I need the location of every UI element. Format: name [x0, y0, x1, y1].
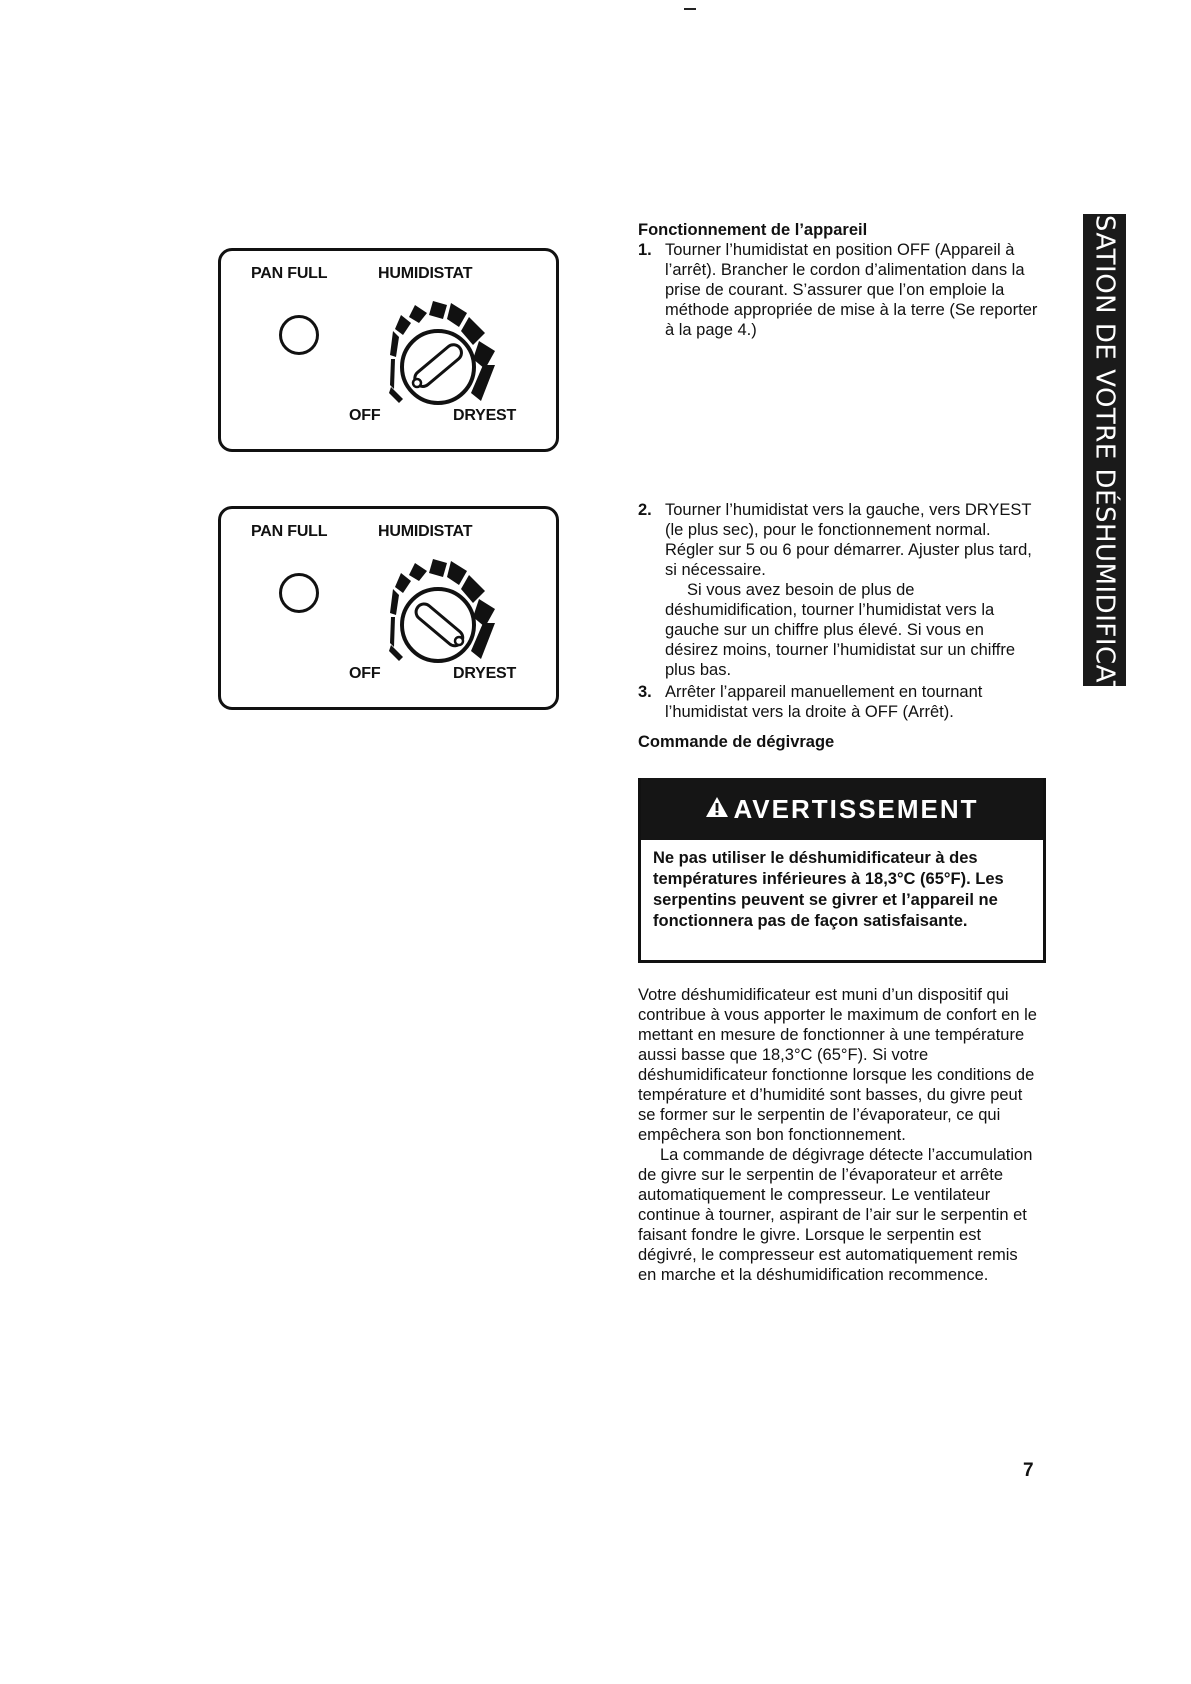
warning-text: Ne pas utiliser le déshumidificateur à des températures inférieures à 18,3°C (65°F). Les serpentins peuvent se givrer et l’appareil ne fonctionnera pas de façon satisfaisante. [653, 849, 1004, 930]
defrost-paragraph-2: La commande de dégivrage détecte l’accumulation de givre sur le serpentin de l’évaporateur et arrête automatiquement le compresseur. Le ventilateur continue à tourner, aspirant de l’air sur le serpentin et faisant fondre le givre. Lorsque le serpentin est dégivré, le compresseur est automatiquement remis en marche et la déshumidification recommence. [638, 1146, 1033, 1284]
step-number: 1. [638, 241, 652, 259]
step-number: 2. [638, 501, 652, 519]
defrost-heading: Commande de dégivrage [638, 733, 835, 751]
step-text: Tourner l’humidistat vers la gauche, vers DRYEST (le plus sec), pour le fonctionnement normal. Régler sur 5 ou 6 pour démarrer. Ajuster plus tard, si nécessaire. [665, 501, 1032, 579]
step-text-continued: Si vous avez besoin de plus de déshumidification, tourner l’humidistat vers la gauche sur un chiffre plus élevé. Si vous en désirez moins, tourner l’humidistat sur un chiffre plus bas. [665, 581, 1016, 679]
pan-full-label: PAN FULL [251, 523, 328, 540]
side-tab-label: UTILISATION DE VOTRE DÉSHUMIDIFICATEUR [1089, 147, 1120, 753]
humidistat-dial[interactable] [363, 291, 503, 421]
step-3 [638, 682, 1038, 722]
humidistat-label: HUMIDISTAT [378, 265, 473, 282]
step-1 [638, 240, 1038, 340]
pan-full-label: PAN FULL [251, 265, 328, 282]
dryest-label: DRYEST [453, 665, 517, 682]
control-panel-off [218, 248, 559, 452]
off-label: OFF [349, 665, 381, 682]
print-speck [684, 8, 696, 10]
step-number: 3. [638, 683, 652, 701]
step-2 [638, 500, 1038, 680]
operation-steps-continued [638, 500, 1038, 752]
warning-box [638, 778, 1046, 963]
warning-header [641, 778, 1043, 840]
off-label: OFF [349, 407, 381, 424]
operation-section [638, 220, 1038, 340]
defrost-section [638, 985, 1038, 1285]
warning-triangle-icon [705, 794, 729, 825]
pan-full-indicator-light [279, 573, 319, 613]
humidistat-dial[interactable] [363, 549, 503, 679]
control-panel-dryest [218, 506, 559, 710]
step-text: Tourner l’humidistat en position OFF (Appareil à l’arrêt). Brancher le cordon d’alimentation dans la prise de courant. S’assurer que l’on emploie la méthode appropriée de mise à la terre (Se reporter à la page 4.) [665, 241, 1038, 339]
humidistat-label: HUMIDISTAT [378, 523, 473, 540]
pan-full-indicator-light [279, 315, 319, 355]
step-text: Arrêter l’appareil manuellement en tournant l’humidistat vers la droite à OFF (Arrêt). [665, 683, 983, 721]
dryest-label: DRYEST [453, 407, 517, 424]
section-side-tab [1083, 147, 1126, 753]
operation-heading: Fonctionnement de l’appareil [638, 221, 868, 239]
defrost-paragraph-1: Votre déshumidificateur est muni d’un dispositif qui contribue à vous apporter le maximum de confort en le mettant en mesure de fonctionner à une température aussi basse que 18,3°C (65°F). Si votre déshumidificateur fonctionne lorsque les conditions de température et d’humidité sont basses, du givre peut se former sur le serpentin de l’évaporateur, ce qui empêchera son bon fonctionnement. [638, 986, 1037, 1144]
page-number: 7 [1023, 1460, 1034, 1481]
warning-title: AVERTISSEMENT [733, 793, 979, 824]
